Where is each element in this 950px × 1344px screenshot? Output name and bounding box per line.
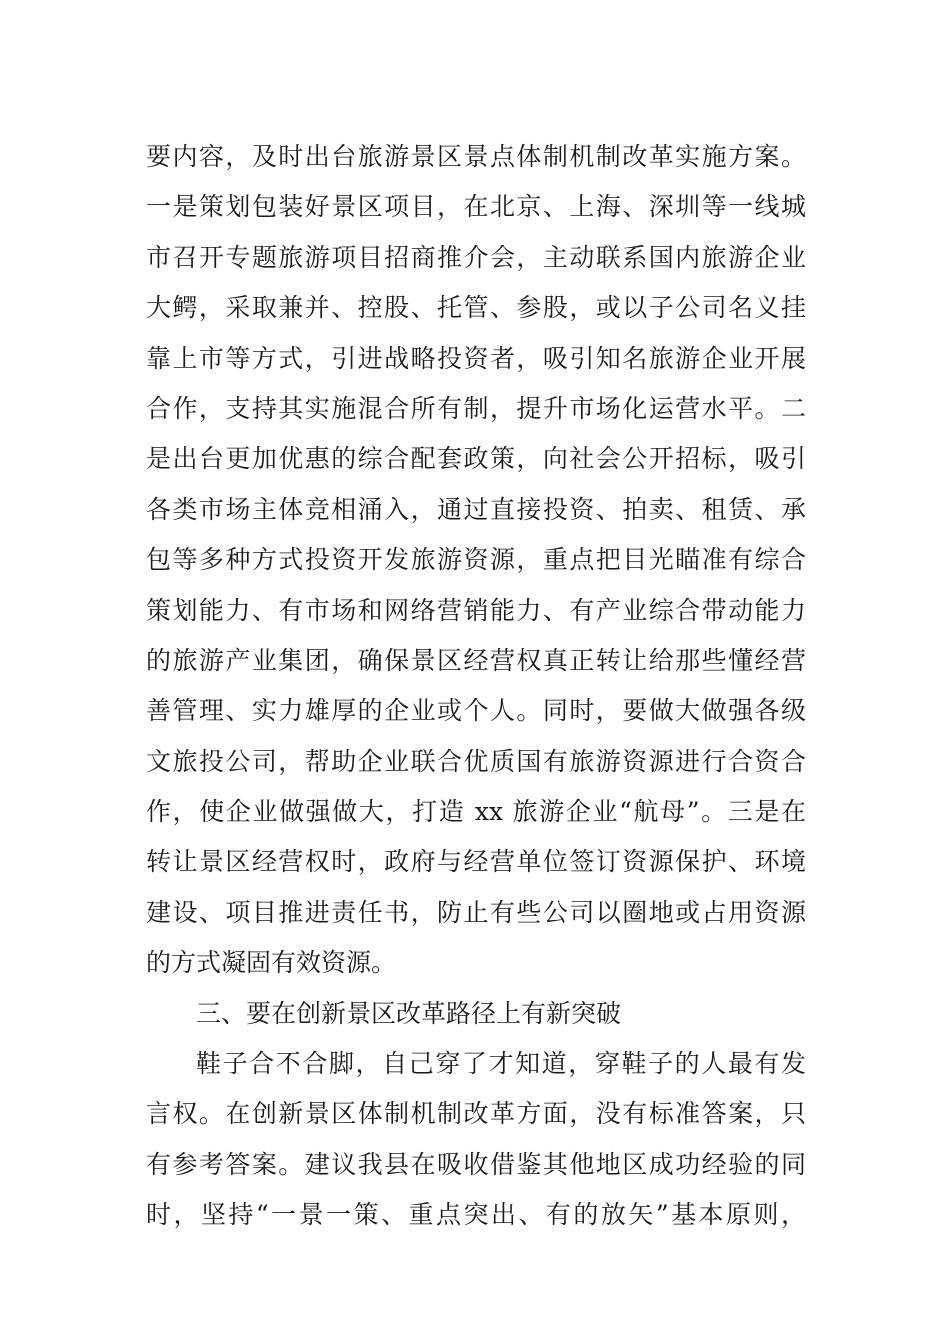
text-line: 要内容，及时出台旅游景区景点体制机制改革实施方案。 (146, 142, 806, 171)
text-line: 善管理、实力雄厚的企业或个人。同时，要做大做强各级 (146, 696, 806, 726)
text-line: 策划能力、有市场和网络营销能力、有产业综合带动能力 (146, 595, 806, 625)
text-line: 时，坚持“一景一策、重点突出、有的放矢”基本原则， (146, 1200, 806, 1230)
text-line: 作，使企业做强做大，打造 xx 旅游企业“航母”。三是在 (146, 797, 806, 827)
text-line: 是出台更加优惠的综合配套政策，向社会公开招标，吸引 (146, 444, 806, 474)
text-line: 包等多种方式投资开发旅游资源，重点把目光瞄准有综合 (146, 545, 806, 575)
text-line: 各类市场主体竞相涌入，通过直接投资、拍卖、租赁、承 (146, 494, 806, 524)
text-line: 转让景区经营权时，政府与经营单位签订资源保护、环境 (146, 847, 806, 877)
text-line: 一是策划包装好景区项目，在北京、上海、深圳等一线城 (146, 192, 806, 222)
text-line: 有参考答案。建议我县在吸收借鉴其他地区成功经验的同 (146, 1149, 806, 1179)
text-line: 靠上市等方式，引进战略投资者，吸引知名旅游企业开展 (146, 343, 806, 373)
text-line: 言权。在创新景区体制机制改革方面，没有标准答案，只 (146, 1099, 806, 1129)
text-line: 大鳄，采取兼并、控股、托管、参股，或以子公司名义挂 (146, 293, 806, 323)
paragraph-first-line: 鞋子合不合脚，自己穿了才知道，穿鞋子的人最有发 (196, 1049, 806, 1079)
text-line: 合作，支持其实施混合所有制，提升市场化运营水平。二 (146, 393, 806, 423)
section-heading: 三、要在创新景区改革路径上有新突破 (196, 998, 622, 1028)
body-text (146, 132, 806, 1241)
text-line: 市召开专题旅游项目招商推介会，主动联系国内旅游企业 (146, 242, 806, 272)
text-line: 的旅游产业集团，确保景区经营权真正转让给那些懂经营 (146, 645, 806, 675)
paragraph-end-line: 的方式凝固有效资源。 (146, 948, 397, 978)
text-line: 文旅投公司，帮助企业联合优质国有旅游资源进行合资合 (146, 746, 806, 776)
text-line: 建设、项目推进责任书，防止有些公司以圈地或占用资源 (146, 897, 806, 927)
